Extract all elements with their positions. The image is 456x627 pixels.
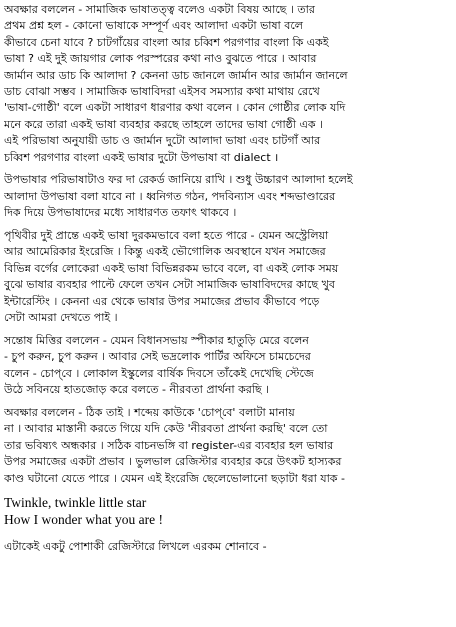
text-line: দিক দিয়ে উপভাষাদের মধ্যে সাধারণত তফাৎ থাকবে ।: [4, 206, 237, 220]
paragraph-3: [4, 228, 452, 326]
text-line: 'ভাষা-গোষ্ঠী' বলে একটা সাধারণ ধারণার কথা বলেন । কোন গোষ্ঠীর লোক যদি: [4, 101, 346, 115]
text-line: ইন্টারেস্টিং । কেননা এর থেকে ভাষার উপর সমাজের প্রভাব কীভাবে পড়ে: [4, 294, 320, 308]
nursery-rhyme-quote: [4, 494, 452, 529]
text-line: উপর সমাজের একটা প্রভাব । ভুলভাল রেজিস্টার ব্যবহার করে উৎকট হাস্যকর: [4, 455, 342, 469]
text-line: কীভাবে চেনা যাবে ? চাটগাঁয়ের বাংলা আর চব্বিশ পরগণার বাংলা কি একই: [4, 35, 329, 49]
text-line: বিভিন্ন বর্গের লোকেরা একই ভাষা বিভিন্নরকম ভাবে বলে, বা একই লোক সময়: [4, 261, 339, 275]
text-line: সন্তোষ মিত্তির বললেন - যেমন বিধানসভায় স্পীকার হাতুড়ি মেরে বলেন: [4, 333, 309, 347]
text-line: এই পরিভাষা অনুযায়ী ডাচ ও জার্মান দুটো আলাদা ভাষা এবং চাটগাঁ আর: [4, 134, 321, 148]
paragraph-1: [4, 2, 452, 166]
poem-line: Twinkle, twinkle little star: [4, 494, 147, 510]
text-line: জার্মান আর ডাচ কি আলাদা ? কেননা ডাচ জানলে জার্মান আর জার্মান জানলে: [4, 68, 348, 82]
text-line: ভাষা ? এই দুই জায়গার লোক পরস্পরের কথা নাও বুঝতে পারে । আবার: [4, 52, 317, 66]
text-line: ডাচ বোঝা সম্ভব । সামাজিক ভাষাবিদরা এইসব সমস্যার কথা মাথায় রেখে: [4, 84, 320, 98]
text-line: অবক্ষার বললেন - ঠিক তাই । শব্দেয় কাউকে 'চোপ্‌বে' বলাটা মানায়: [4, 405, 295, 419]
paragraph-4: [4, 333, 452, 399]
poem-line: How I wonder what you are !: [4, 512, 163, 528]
text-line: মনে করে তারা একই ভাষা ব্যবহার করছে তাহলে তাদের ভাষা গোষ্ঠী এক ।: [4, 117, 323, 131]
paragraph-2: [4, 172, 452, 221]
text-line: না । আবার মাস্তানী করতে গিয়ে যদি কেউ 'নীরবতা প্রার্থনা করছি' বলে তো: [4, 422, 328, 436]
closing-line: এটাকেই একটু পোশাকী রেজিস্টারে লিখলে এরকম শোনাবে -: [4, 539, 267, 553]
text-line: অবক্ষার বললেন - সামাজিক ভাষাতত্ত্ব বলেও একটা বিষয় আছে । তার: [4, 3, 315, 16]
text-line: আর আমেরিকার ইংরেজি । কিন্তু একই ভৌগোলিক অবস্থানে যখন সমাজের: [4, 245, 326, 259]
text-line: চব্বিশ পরগণার বাংলা একই ভাষার দুটো উপভাষা বা dialect ।: [4, 150, 279, 164]
text-line: বুঝে ভাষার ব্যবহার পাল্টে ফেলে তখন সেটা সামাজিক ভাষাবিদদের কাছে খুব: [4, 278, 335, 292]
text-line: তার ভবিষ্যৎ অন্ধকার । সঠিক বাচনভঙ্গি বা register-এর ব্যবহার হল ভাষার: [4, 438, 334, 452]
text-line: কাণ্ড ঘটানো যেতে পারে । যেমন এই ইংরেজি ছেলেভোলানো ছড়াটা ধরা যাক -: [4, 471, 345, 485]
text-line: সেটা আমরা দেখতে পাই ।: [4, 311, 118, 325]
text-line: প্রথম প্রশ্ন হল - কোনো ভাষাকে সম্পূর্ণ এবং আলাদা একটা ভাষা বলে: [4, 19, 303, 33]
text-line: আলাদা উপভাষা বলা যাবে না । ধ্বনিগত গঠন, পদবিন্যাস এবং শব্দভাণ্ডারের: [4, 189, 336, 203]
text-line: পৃথিবীর দুই প্রান্তে একই ভাষা দুরকমভাবে বলা হতে পারে - যেমন অস্ট্রেলিয়া: [4, 229, 329, 243]
text-line: বলেন - চোপ্‌বে । লোকাল ইস্কুলের বার্ষিক দিবসে তাঁকেই দেখেছি স্টেজে: [4, 366, 314, 380]
text-line: উপভাষার পরিভাষাটাও ফর দা রেকর্ড জানিয়ে রাখি । শুধু উচ্চারণ আলাদা হলেই: [4, 173, 353, 187]
text-line: - চুপ করুন, চুপ করুন । আবার সেই ভদ্রলোক পার্টির অফিসে চামচেদের: [4, 350, 311, 364]
text-line: উঠে সবিনয়ে হাতজোড় করে বলতে - নীরবতা প্রার্থনা করছি ।: [4, 383, 270, 397]
paragraph-5: [4, 405, 452, 487]
